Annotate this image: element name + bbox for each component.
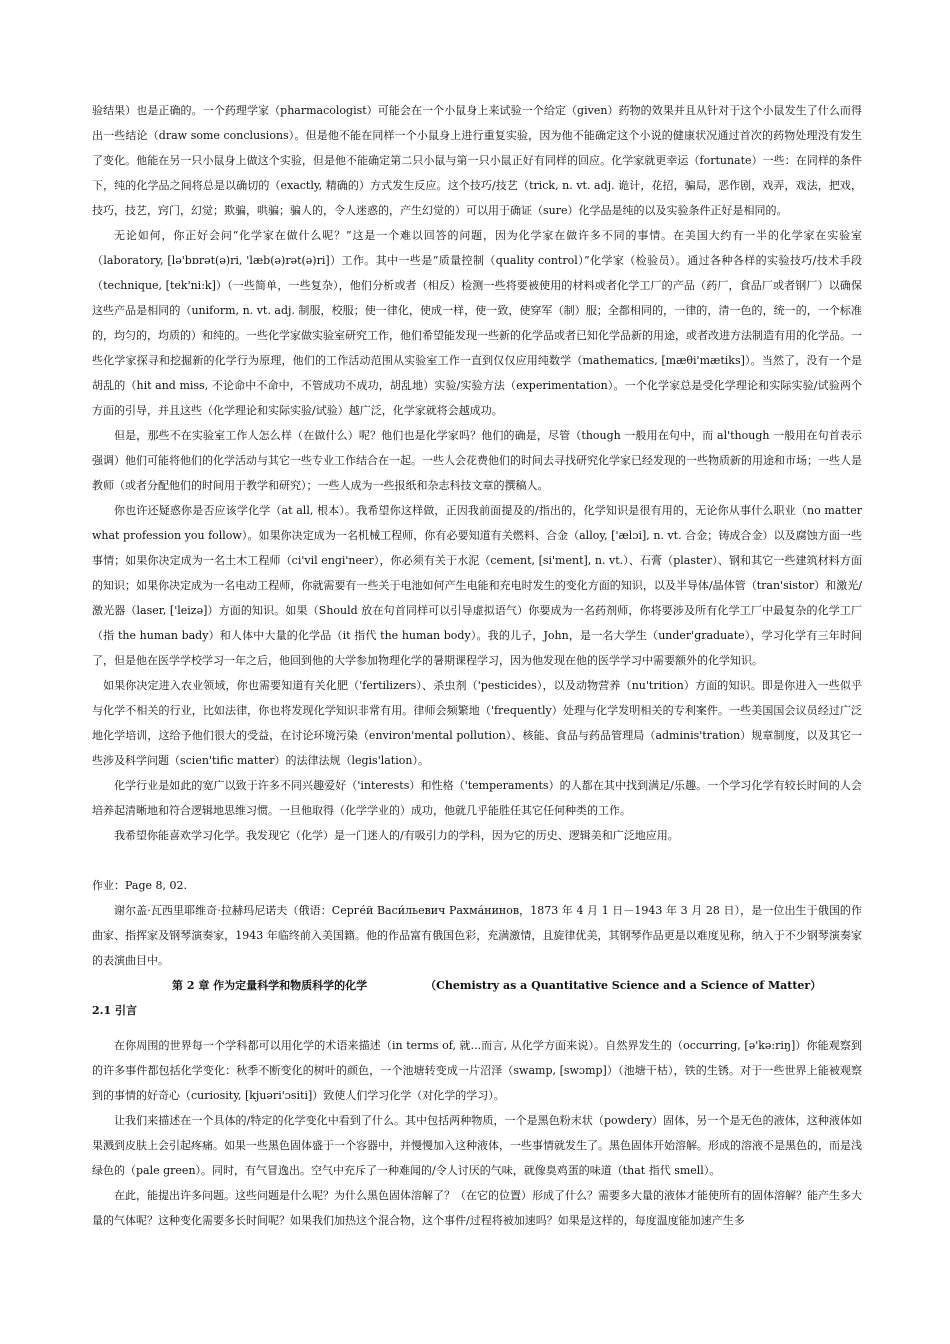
blank-line <box>92 848 862 873</box>
body-paragraph: 你也许还疑惑你是否应该学化学（at all, 根本）。我希望你这样做，正因我前面提及的/指出的，化学知识是很有用的，无论你从事什么职业（no matter what profession you follow）。如果你决定成为一名机械工程师，你有必要知道有关燃料、合金（alloy, ['ælɔi], n. vt. 合金；铸成合金）以及腐蚀方面一些事情；如果你决定成为一名土木工程师（ci'vil engi'neer），你必须有关于水泥（cement, [si'ment], n. vt.）、石膏（plaster）、钢和其它一些建筑材料方面的知识；如果你决定成为一名电动工程师，你就需要有一些关于电池如何产生电能和充电时发生的变化方面的知识，以及半导体/晶体管（tran'sistor）和激光/激光器（laser, ['leizə]）方面的知识。如果（Should 放在句首同样可以引导虚拟语气）你要成为一名药剂师，你将要涉及所有化学工厂中最复杂的化学工厂（指 the human bady）和人体中大量的化学品（it 指代 the human body）。我的儿子，John，是一名大学生（under'graduate），学习化学有三年时间了，但是他在医学学校学习一年之后，他回到他的大学参加物理化学的暑期课程学习，因为他发现在他的医学学习中需要额外的化学知识。 <box>92 504 862 667</box>
body-paragraph: 让我们来描述在一个具体的/特定的化学变化中看到了什么。其中包括两种物质，一个是黑色粉末状（powdery）固体，另一个是无色的液体，这种液体如果溅到皮肤上会引起疼痛。如果一些黑色固体盛于一个容器中，并慢慢加入这种液体，一些事情就发生了。黑色固体开始溶解。形成的溶液不是黑色的，而是浅绿色的（pale green）。同时，有气冒逸出。空气中充斥了一种难闻的/令人讨厌的气味，就像臭鸡蛋的味道（that 指代 smell）。 <box>92 1114 862 1177</box>
body-paragraph: 无论如何，你正好会问“化学家在做什么呢？”这是一个难以回答的问题，因为化学家在做许多不同的事情。在美国大约有一半的化学家在实验室（laboratory, [lə'bɒrət(ə)ri, 'læb(ə)rət(ə)ri]）工作。其中一些是“质量控制（quality control）”化学家（检验员）。通过各种各样的实验技巧/技术手段（technique, [tek'ni:k]）（一些简单，一些复杂），他们分析或者（相反）检测一些将要被使用的材料或者化学工厂的产品（药厂，食品厂或者钢厂）以确保这些产品是相同的（uniform, n. vt. adj. 制服，校服；使一律化，使成一样，使一致，使穿军（制）服；全都相同的，一律的，清一色的，统一的，一个标准的，均匀的，均质的）和纯的。一些化学家做实验室研究工作，他们希望能发现一些新的化学品或者已知化学品新的用途，或者改进方法制造有用的化学品。一些化学家探寻和挖掘新的化学行为原理，他们的工作活动范围从实验室工作一直到仅仅应用纯数学（mathematics, [mæθi'mætiks]）。当然了，没有一个是胡乱的（hit and miss, 不论命中不命中，不管成功不成功，胡乱地）实验/实验方法（experimentation）。一个化学家总是受化学理论和实际实验/试验两个方面的引导，并且这些（化学理论和实际实验/试验）越广泛，化学家就将会越成功。 <box>92 229 862 417</box>
chapter-title-en: （Chemistry as a Quantitative Science and a Science of Matter） <box>425 979 822 992</box>
body-paragraph: 验结果）也是正确的。一个药理学家（pharmacologist）可能会在一个小鼠身上来试验一个给定（given）药物的效果并且从针对于这个小鼠发生了什么而得出一些结论（draw some conclusions）。但是他不能在同样一个小鼠身上进行重复实验，因为他不能确定这个小说的健康状况通过首次的药物处理没有发生了变化。他能在另一只小鼠身上做这个实验，但是他不能确定第二只小鼠与第一只小鼠正好有同样的回应。化学家就更幸运（fortunate）一些：在同样的条件下，纯的化学品之间将总是以确切的（exactly, 精确的）方式发生反应。这个技巧/技艺（trick, n. vt. adj. 诡计，花招，骗局，恶作剧，戏弄，戏法，把戏，技巧，技艺，窍门，幻觉；欺骗，哄骗；骗人的，令人迷惑的，产生幻觉的）可以用于确证（sure）化学品是纯的以及实验条件正好是相同的。 <box>92 104 862 217</box>
body-paragraph: 在你周围的世界每一个学科都可以用化学的术语来描述（in terms of, 就...而言, 从化学方面来说）。自然界发生的（occurring, [ə'kə:riŋ]）你能观察到的许多事件都包括化学变化：秋季不断变化的树叶的颜色，一个池塘转变成一片沼泽（swamp, [swɔmp]）（池塘干枯），铁的生锈。对于一些世界上能被观察到的事情的好奇心（curiosity, [kjuəri'ɔsiti]）致使人们学习化学（对化学的学习）。 <box>92 1039 862 1102</box>
body-paragraph: 在此，能提出许多问题。这些问题是什么呢？为什么黑色固体溶解了？（在它的位置）形成了什么？需要多大量的液体才能使所有的固体溶解？能产生多大量的气体呢？这种变化需要多长时间呢？如果我们加热这个混合物，这个事件/过程将被加速吗？如果是这样的，每度温度能加速产生多 <box>92 1189 862 1227</box>
body-paragraph: 但是，那些不在实验室工作人怎么样（在做什么）呢？他们也是化学家吗？他们的确是，尽管（though 一般用在句中，而 al'though 一般用在句首表示强调）他们可能将他们的化学活动与其它一些专业工作结合在一起。一些人会花费他们的时间去寻找研究化学家已经发现的一些物质新的用途和市场；一些人是教师（或者分配他们的时间用于教学和研究）；一些人成为一些报纸和杂志科技文章的撰稿人。 <box>92 429 862 492</box>
body-paragraph: 我希望你能喜欢学习化学。我发现它（化学）是一门迷人的/有吸引力的学科，因为它的历史、逻辑美和广泛地应用。 <box>114 829 679 842</box>
body-paragraph: 如果你决定进入农业领域，你也需要知道有关化肥（'fertilizers）、杀虫剂（'pesticides），以及动物营养（nu'trition）方面的知识。即是你进入一些似乎与化学不相关的行业，比如法律，你也将发现化学知识非常有用。律师会频繁地（'frequently）处理与化学发明相关的专利案件。一些美国国会议员经过广泛地化学培训，这给予他们很大的受益，在讨论环境污染（environ'mental pollution）、核能、食品与药品管理局（adminis'tration）规章制度，以及其它一些涉及科学问题（scien'tific matter）的法律法规（legis'lation）。 <box>92 679 862 767</box>
section-heading: 2.1 引言 <box>92 1004 137 1017</box>
homework-note: 作业：Page 8, 02. <box>92 879 187 892</box>
chapter-title-cn: 第 2 章 作为定量科学和物质科学的化学 <box>172 979 368 992</box>
document-page <box>92 98 862 1233</box>
chapter-heading <box>92 973 862 998</box>
body-paragraph: 化学行业是如此的宽广以致于许多不同兴趣爱好（'interests）和性格（'temperaments）的人都在其中找到满足/乐趣。一个学习化学有较长时间的人会培养起清晰地和符合逻辑地思维习惯。一旦他取得（化学学业的）成功，他就几乎能胜任其它任何种类的工作。 <box>92 779 862 817</box>
rachmaninoff-note: 谢尔盖·瓦西里耶维奇·拉赫玛尼诺夫（俄语：Серге́й Васи́льевич Рахма́нинов，1873 年 4 月 1 日－1943 年 3 月 28 日），是一位出生于俄国的作曲家、指挥家及钢琴演奏家，1943 年临终前入美国籍。他的作品富有俄国色彩，充满激情，且旋律优美，其钢琴作品更是以难度见称，纳入于不少钢琴演奏家的表演曲目中。 <box>92 904 862 967</box>
